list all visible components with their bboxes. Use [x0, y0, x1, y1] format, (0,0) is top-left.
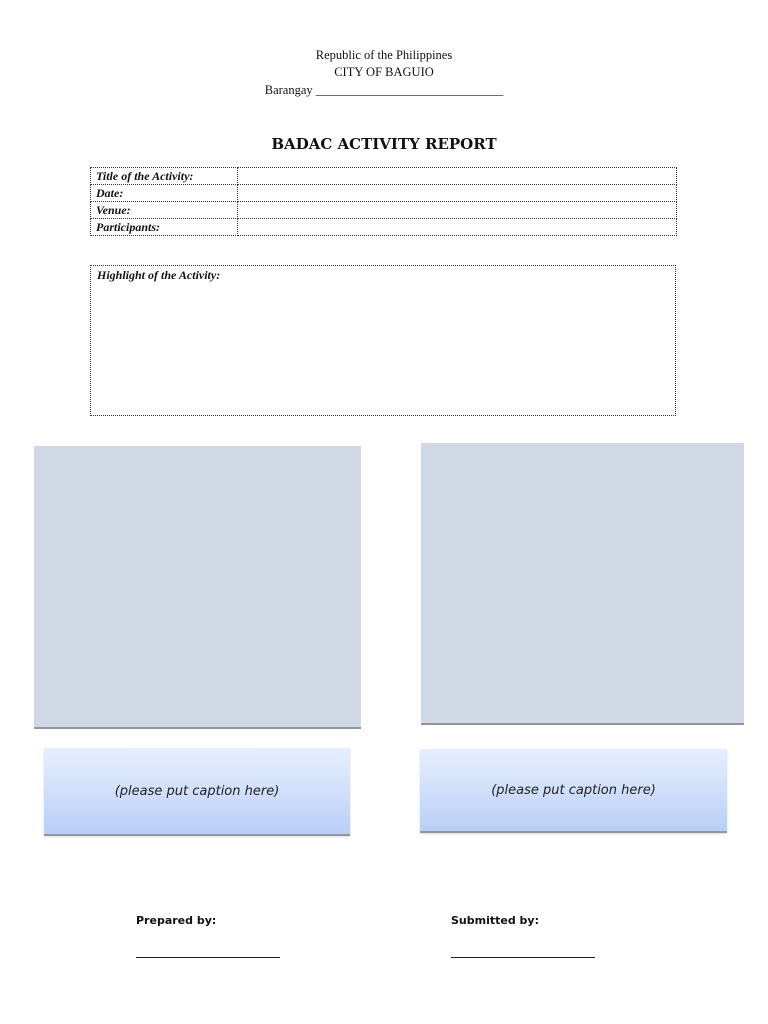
header-barangay: Barangay ______________________________ — [264, 83, 504, 97]
caption-box-right[interactable] — [420, 749, 727, 833]
participants-field[interactable] — [238, 219, 677, 236]
date-field[interactable] — [238, 185, 677, 202]
photo-placeholder-left[interactable] — [34, 446, 361, 729]
header-city: CITY OF BAGUIO — [334, 65, 434, 79]
caption-text-right: (please put caption here) — [491, 782, 656, 798]
table-row — [91, 219, 677, 236]
caption-text-left: (please put caption here) — [114, 783, 280, 799]
highlight-label: Highlight of the Activity: — [97, 268, 221, 282]
report-title: BADAC ACTIVITY REPORT — [271, 135, 497, 153]
venue-label: Venue: — [91, 202, 238, 219]
table-row — [91, 185, 677, 202]
date-label: Date: — [91, 185, 238, 202]
participants-label: Participants: — [91, 219, 238, 236]
prepared-by-label: Prepared by: — [136, 914, 217, 927]
photo-placeholder-right[interactable] — [421, 443, 744, 725]
submitted-by-signature-line — [451, 957, 595, 958]
submitted-by-label: Submitted by: — [451, 914, 539, 927]
highlight-box[interactable] — [90, 265, 676, 416]
title-of-activity-label: Title of the Activity: — [91, 168, 238, 185]
activity-info-table — [90, 167, 677, 236]
table-row — [91, 168, 677, 185]
title-of-activity-field[interactable] — [238, 168, 677, 185]
table-row — [91, 202, 677, 219]
venue-field[interactable] — [238, 202, 677, 219]
header-republic: Republic of the Philippines — [315, 48, 453, 62]
prepared-by-signature-line — [136, 957, 280, 958]
caption-box-left[interactable] — [44, 748, 350, 836]
